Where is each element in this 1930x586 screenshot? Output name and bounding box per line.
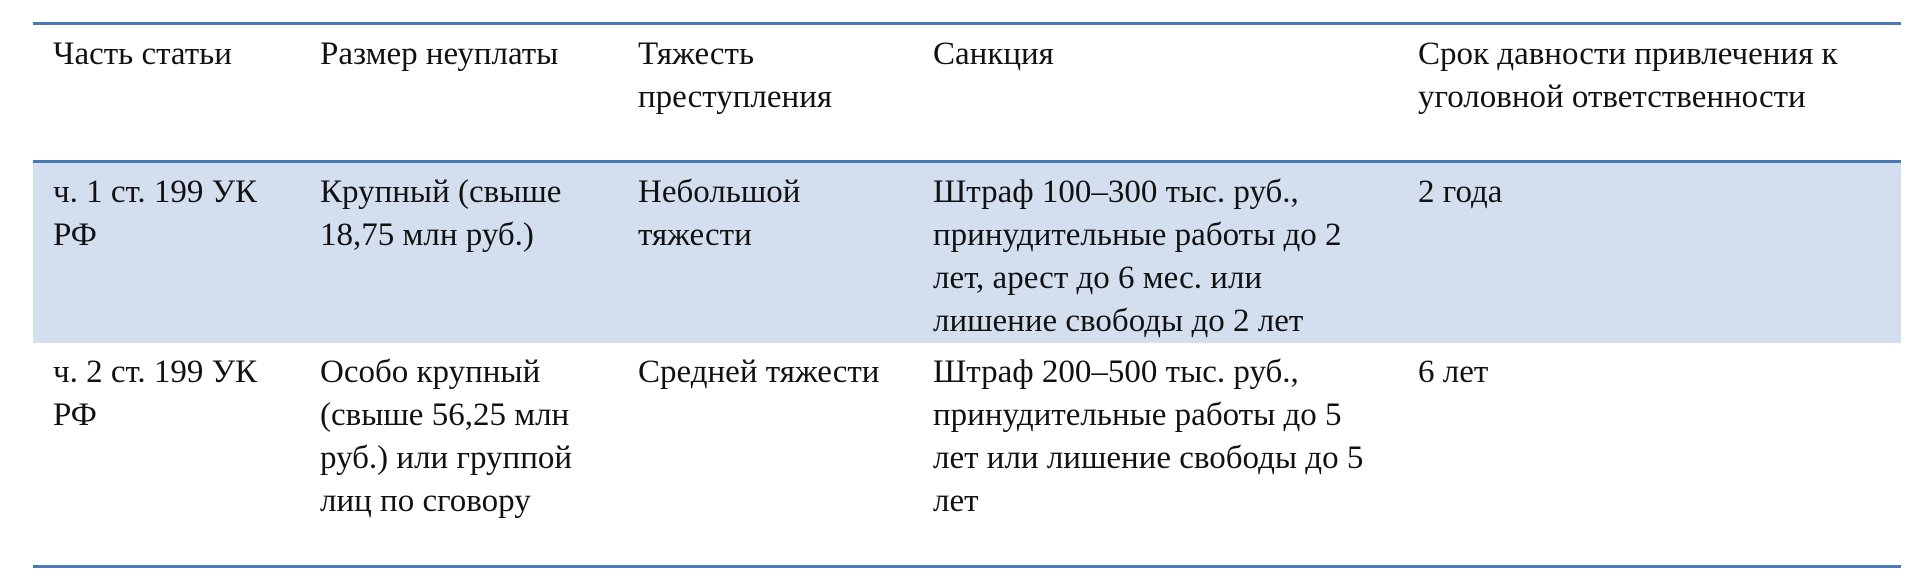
cell-amount: Особо крупный (свыше 56,25 млн руб.) или группой лиц по сговору: [320, 354, 573, 519]
cell-sanction: Штраф 100–300 тыс. руб., принудительные работы до 2 лет, арест до 6 мес. или лишение свободы до 2 лет: [913, 162, 1398, 344]
cell-limitation: 6 лет: [1418, 354, 1489, 390]
cell-severity: Средней тяжести: [638, 354, 880, 390]
cell-amount: Крупный (свыше 18,75 млн руб.): [300, 162, 618, 344]
tax-evasion-table: [33, 22, 1901, 568]
table-row: [33, 343, 1901, 567]
cell-sanction: Штраф 200–500 тыс. руб., принудительные работы до 5 лет или лишение свободы до 5 лет: [933, 354, 1364, 519]
header-limitation: Срок давности привлечения к уголовной ответственности: [1418, 36, 1838, 115]
table-row: [33, 162, 1901, 344]
header-amount: Размер неуплаты: [320, 36, 559, 72]
header-severity: Тяжесть преступления: [638, 36, 833, 115]
cell-part: ч. 2 ст. 199 УК РФ: [53, 354, 258, 433]
cell-part: ч. 1 ст. 199 УК РФ: [33, 162, 300, 344]
cell-severity: Небольшой тяжести: [618, 162, 913, 344]
header-part: Часть статьи: [53, 36, 232, 72]
table-header-row: [33, 24, 1901, 162]
cell-limitation: 2 года: [1398, 162, 1901, 344]
header-sanction: Санкция: [933, 36, 1054, 72]
